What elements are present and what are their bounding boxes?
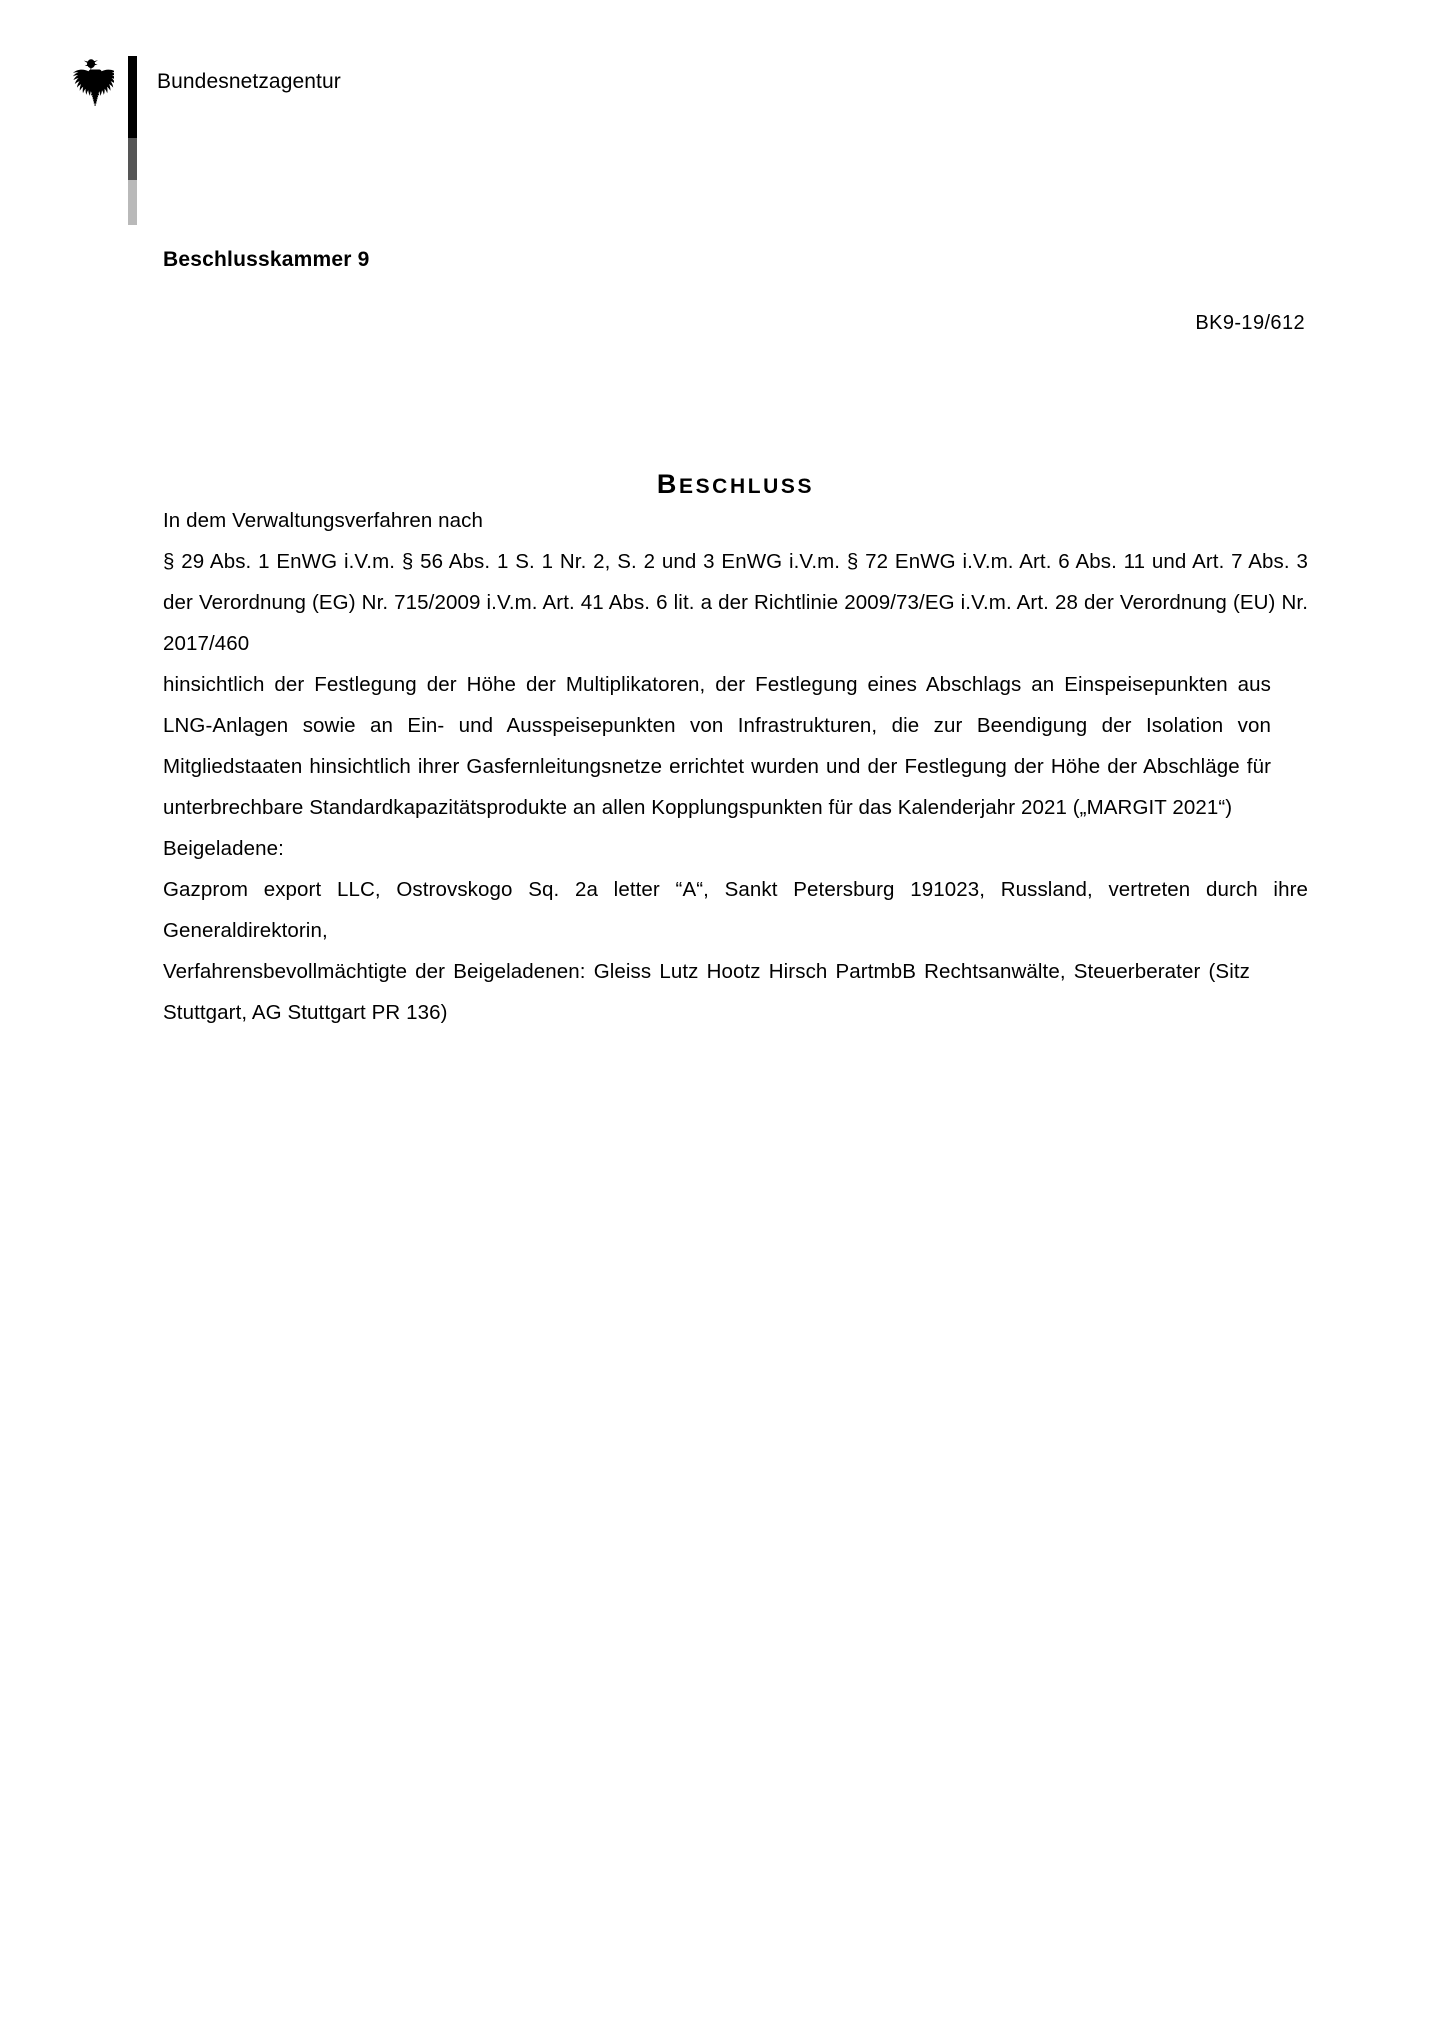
- letterhead-rule: [128, 56, 137, 225]
- title-remainder: ESCHLUSS: [678, 475, 815, 498]
- party-address: Gazprom export LLC, Ostrovskogo Sq. 2a letter “A“, Sankt Petersburg 191023, Russland, vertreten durch ihre Generaldirektorin,: [163, 878, 1308, 942]
- party-label: Beigeladene:: [163, 837, 284, 860]
- file-number: BK9-19/612: [1195, 312, 1305, 334]
- legal-representative: Verfahrensbevollmächtigte der Beigeladenen: Gleiss Lutz Hootz Hirsch PartmbB Rechtsanwälte, Steuerberater (Sitz Stuttgart, AG Stuttgart PR 136): [163, 960, 1250, 1024]
- organization-name: Bundesnetzagentur: [157, 70, 341, 93]
- letterhead: [68, 56, 341, 225]
- intro-label: In dem Verwaltungsverfahren nach: [163, 509, 483, 532]
- decision-chamber: Beschlusskammer 9: [163, 248, 370, 271]
- rule-segment-dark: [128, 138, 137, 180]
- title-initial: B: [656, 469, 679, 499]
- rule-segment-black: [128, 56, 137, 138]
- document-body: [163, 248, 1308, 1033]
- page-title: [163, 469, 1308, 500]
- legal-basis-paragraph: § 29 Abs. 1 EnWG i.V.m. § 56 Abs. 1 S. 1 Nr. 2, S. 2 und 3 EnWG i.V.m. § 72 EnWG i.V.m. Art. 6 Abs. 11 und Art. 7 Abs. 3 der Verordnung (EG) Nr. 715/2009 i.V.m. Art. 41 Abs. 6 lit. a der Richtlinie 2009/73/EG i.V.m. Art. 28 der Verordnung (EU) Nr. 2017/460: [163, 550, 1308, 655]
- rule-segment-gray: [128, 180, 137, 225]
- federal-eagle-icon: [68, 56, 114, 118]
- subject-matter-paragraph: hinsichtlich der Festlegung der Höhe der Multiplikatoren, der Festlegung eines Abschlags an Einspeisepunkten aus LNG-Anlagen sowie an Ein- und Ausspeisepunkten von Infrastrukturen, die zur Beendigung der Isolation von Mitgliedstaaten hinsichtlich ihrer Gasfernleitungsnetze errichtet wurden und der Festlegung der Höhe der Abschläge für unterbrechbare Standardkapazitätsprodukte an allen Kopplungspunkten für das Kalenderjahr 2021 („MARGIT 2021“): [163, 673, 1271, 819]
